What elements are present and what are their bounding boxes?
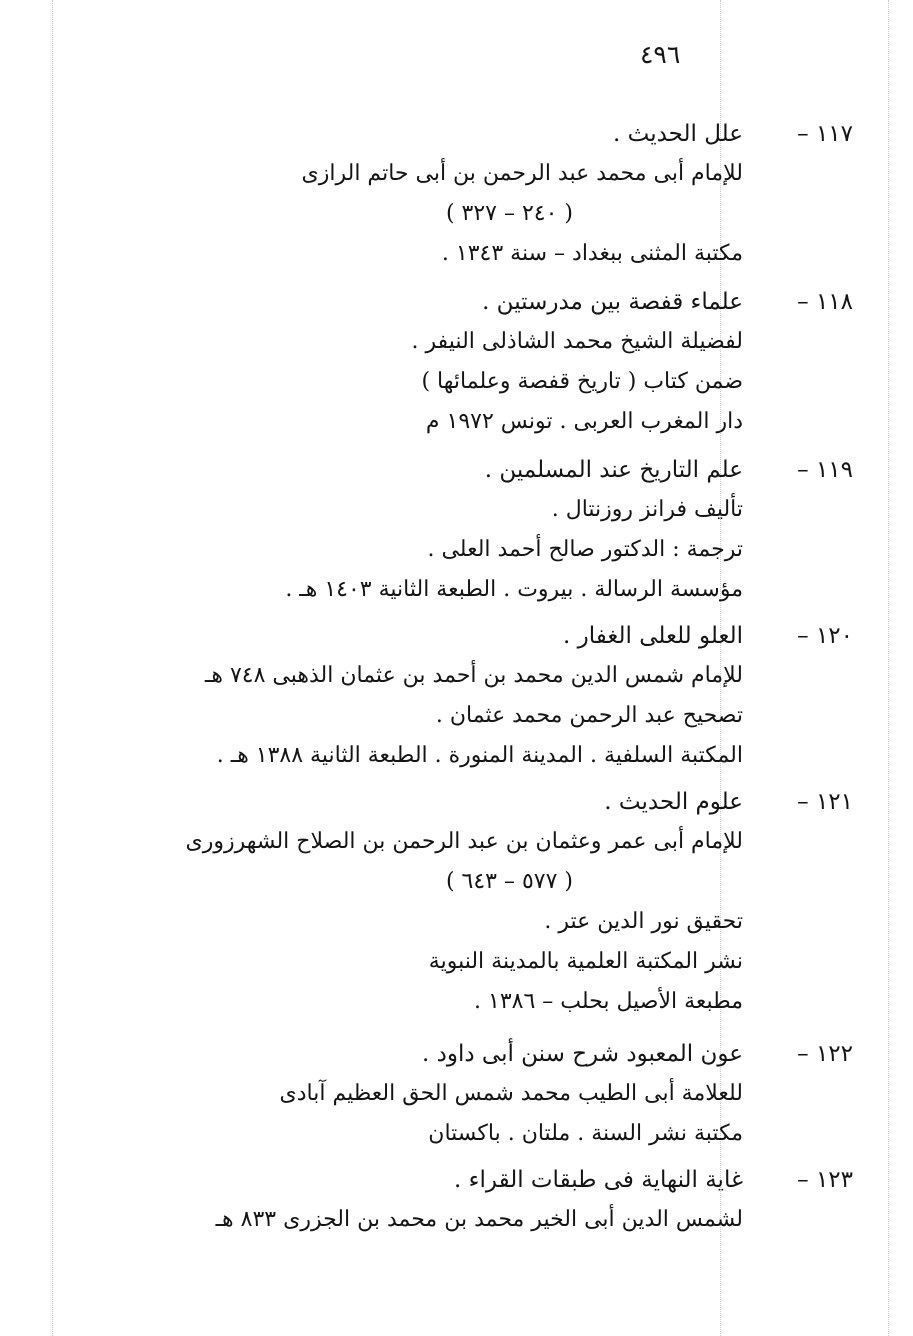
- entry-number: ١٢٠ –: [797, 623, 853, 649]
- entry-number: ١١٧ –: [797, 121, 853, 147]
- bibliography-entry-123: [63, 1160, 853, 1240]
- entry-line: مكتبة نشر السنة . ملتان . باكستان: [428, 1121, 743, 1146]
- bibliography-entry-121: [63, 782, 853, 1022]
- bibliography-entry-122: [63, 1034, 853, 1154]
- entry-number: ١٢٣ –: [797, 1167, 853, 1193]
- bibliography-entry-117: [63, 114, 853, 274]
- page-number: ٤٩٦: [640, 40, 681, 69]
- entry-line: ( ٥٧٧ – ٦٤٣ ): [445, 869, 573, 894]
- bibliography-entry-118: [63, 282, 853, 442]
- entry-title: علم التاريخ عند المسلمين .: [484, 457, 743, 483]
- entry-title: علل الحديث .: [613, 121, 743, 147]
- entry-number: ١٢٢ –: [797, 1041, 853, 1067]
- entry-title: عون المعبود شرح سنن أبى داود .: [421, 1041, 743, 1067]
- entry-line: تحقيق نور الدين عتر .: [544, 909, 743, 934]
- entry-line: دار المغرب العربى . تونس ١٩٧٢ م: [425, 409, 743, 434]
- entry-title: العلو للعلى الغفار .: [563, 623, 743, 649]
- entry-line: المكتبة السلفية . المدينة المنورة . الطبعة الثانية ١٣٨٨ هـ .: [216, 743, 743, 768]
- entry-number: ١١٨ –: [797, 289, 853, 315]
- entry-line: للإمام أبى محمد عبد الرحمن بن أبى حاتم الرازى: [301, 161, 743, 186]
- entry-line: للإمام أبى عمر وعثمان بن عبد الرحمن بن الصلاح الشهرزورى: [185, 829, 743, 854]
- entry-title: علماء قفصة بين مدرستين .: [482, 289, 743, 315]
- entry-line: مكتبة المثنى ببغداد – سنة ١٣٤٣ .: [441, 241, 743, 266]
- entry-title: غاية النهاية فى طبقات القراء .: [454, 1167, 743, 1193]
- entry-line: ( ٢٤٠ – ٣٢٧ ): [445, 201, 573, 226]
- bibliography-entry-120: [63, 616, 853, 776]
- entry-line: للإمام شمس الدين محمد بن أحمد بن عثمان الذهبى ٧٤٨ هـ: [204, 663, 743, 688]
- entry-title: علوم الحديث .: [604, 789, 743, 815]
- entry-line: مطبعة الأصيل بحلب – ١٣٨٦ .: [474, 989, 743, 1014]
- entry-number: ١١٩ –: [797, 457, 853, 483]
- bibliography-entry-119: [63, 450, 853, 610]
- entry-line: ترجمة : الدكتور صالح أحمد العلى .: [427, 537, 743, 562]
- entry-line: تصحيح عبد الرحمن محمد عثمان .: [435, 703, 743, 728]
- scan-artifact-line: [888, 0, 889, 1336]
- entry-line: تأليف فرانز روزنتال .: [551, 497, 743, 522]
- entry-line: لفضيلة الشيخ محمد الشاذلى النيفر .: [411, 329, 743, 354]
- entry-line: لشمس الدين أبى الخير محمد بن محمد بن الجزرى ٨٣٣ هـ: [215, 1207, 743, 1232]
- entry-line: مؤسسة الرسالة . بيروت . الطبعة الثانية ١٤٠٣ هـ .: [285, 577, 743, 602]
- entry-line: للعلامة أبى الطيب محمد شمس الحق العظيم آبادى: [279, 1081, 743, 1106]
- entry-line: ضمن كتاب ( تاريخ قفصة وعلمائها ): [421, 369, 743, 394]
- entry-line: نشر المكتبة العلمية بالمدينة النبوية: [428, 949, 743, 974]
- scan-artifact-line: [52, 0, 53, 1336]
- entry-number: ١٢١ –: [797, 789, 853, 815]
